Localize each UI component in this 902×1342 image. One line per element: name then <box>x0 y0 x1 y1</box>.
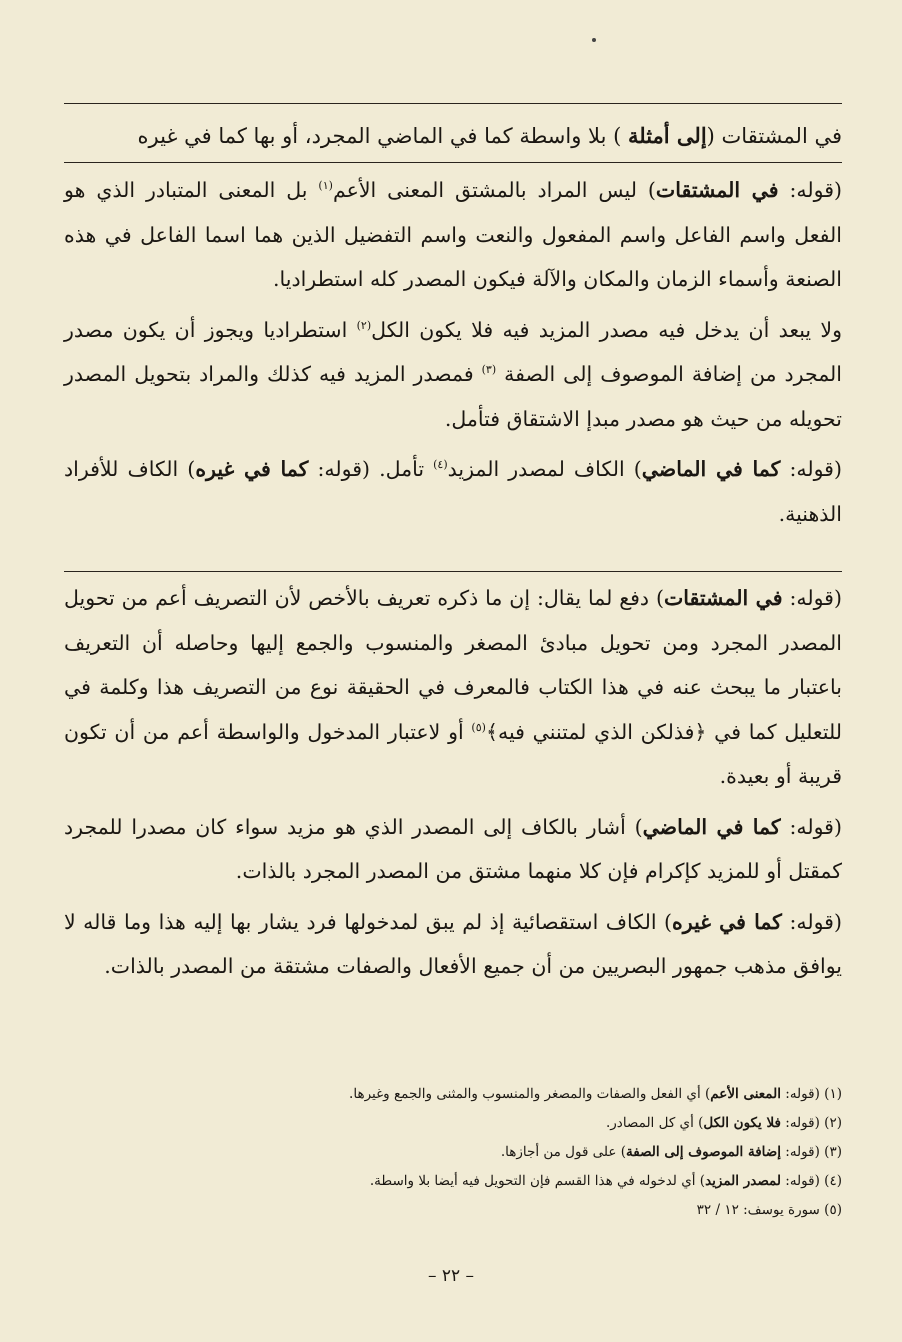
page-number: – ٢٢ – <box>427 1266 475 1286</box>
commentary-keyword: في المشتقات <box>663 586 783 610</box>
main-text <box>64 116 842 156</box>
main-text-after: ) بلا واسطة كما في الماضي المجرد، أو بها كما في غيره <box>137 124 628 148</box>
commentary-keyword: كما في الماضي <box>641 457 781 481</box>
commentary2-para-3: (قوله: كما في غيره) الكاف استقصائية إذ لم يبق لمدخولها فرد يشار بها إليه هذا وما قاله لا يوافق مذهب جمهور البصريين من أن جميع الأفعال والصفات مشتقة من المصدر بالذات. <box>64 909 842 978</box>
commentary-block-1 <box>64 168 842 536</box>
commentary-keyword: كما في الماضي <box>642 814 781 839</box>
commentary1-para-1: (قوله: في المشتقات) ليس المراد بالمشتق المعنى الأعم$^{(١)}$ بل المعنى المتبادر الذي هو الفعل واسم الفاعل واسم المفعول والنعت واسم التفضيل الذين هما اسما الفاعل في هذه الصنعة وأسماء الزمان والمكان والآلة فيكون المصدر كله استطراديا. <box>64 178 842 291</box>
rule-commentary-divider <box>64 571 842 572</box>
commentary1-para-2: ولا يبعد أن يدخل فيه مصدر المزيد فيه فلا يكون الكل$^{(٢)}$ استطراديا ويجوز أن يكون مصدر المجرد من إضافة الموصوف إلى الصفة $^{(٣)}$ فمصدر المزيد فيه كذلك والمراد بتحويل المصدر تحويله من حيث هو مصدر مبدإ الاشتقاق فتأمل. <box>64 317 842 431</box>
footnote-2: (٢) (قوله: فلا يكون الكل) أي كل المصادر. <box>606 1115 842 1131</box>
footnote-3: (٣) (قوله: إضافة الموصوف إلى الصفة) على قول من أجازها. <box>500 1144 842 1160</box>
footnote-ref: (١) <box>318 179 333 193</box>
commentary-keyword: في المشتقات <box>655 178 779 202</box>
commentary2-para-2: (قوله: كما في الماضي) أشار بالكاف إلى المصدر الذي هو مزيد سواء كان مصدرا للمجرد كمقتل أو للمزيد كإكرام فإن كلا منهما مشتق من المصدر المجرد بالذات. <box>64 814 842 883</box>
commentary-block-2 <box>64 576 842 989</box>
commentary2-para-1: (قوله: في المشتقات) دفع لما يقال: إن ما ذكره تعريف بالأخص لأن التصريف أعم من تحويل المصدر المجرد ومن تحويل مبادئ المصغر والمنسوب والجمع إليها وحاصله أن التعريف باعتبار ما يبحث عنه في هذا الكتاب فالمعرف في الحقيقة نوع من التصريف هذا وكلمة في للتعليل كما في ﴿فذلكن الذي لمتنني فيه﴾$^{(٥)}$ أو لاعتبار المدخول والواسطة أعم من أن تكون قريبة أو بعيدة. <box>64 586 842 788</box>
main-text-before: في المشتقات ( <box>706 124 842 148</box>
footnotes <box>64 1080 842 1225</box>
page-dot <box>592 38 596 42</box>
quran-quote: ﴿فذلكن الذي لمتنني فيه﴾ <box>485 719 707 744</box>
commentary-keyword: كما في غيره <box>672 909 782 934</box>
footnote-ref: (٥) <box>471 720 486 734</box>
main-text-bold: إلى أمثلة <box>627 123 707 148</box>
footnote-ref: (٢) <box>356 318 372 332</box>
rule-main-end <box>64 162 842 163</box>
footnote-1: (١) (قوله: المعنى الأعم) أي الفعل والصفات والمصغر والمنسوب والمثنى والجمع وغيرها. <box>349 1086 842 1102</box>
footnote-4: (٤) (قوله: لمصدر المزيد) أي لدخوله في هذا القسم فإن التحويل فيه أيضا بلا واسطة. <box>369 1173 842 1189</box>
commentary-keyword: كما في غيره <box>195 457 309 481</box>
commentary1-para-3: (قوله: كما في الماضي) الكاف لمصدر المزيد$^{(٤)}$ تأمل. (قوله: كما في غيره) الكاف للأفراد الذهنية. <box>64 457 842 526</box>
top-rule <box>64 103 842 104</box>
footnote-ref: (٤) <box>433 458 448 472</box>
footnote-ref: (٣) <box>481 363 497 377</box>
footnote-5: (٥) سورة يوسف: ١٢ / ٣٢ <box>696 1202 842 1218</box>
